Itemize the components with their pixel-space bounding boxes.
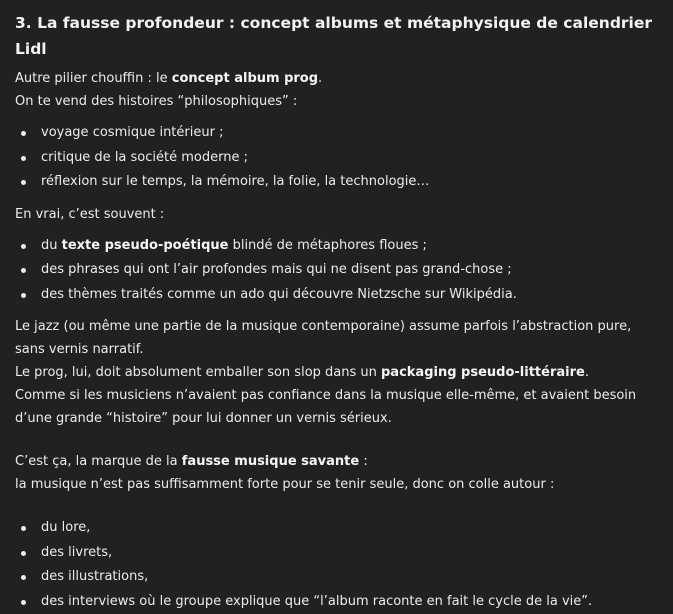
list-item-text: réflexion sur le temps, la mémoire, la folie, la technologie…: [41, 174, 429, 189]
prog-end: .: [585, 365, 589, 380]
list-item-bold: texte pseudo-poétique: [62, 238, 229, 253]
bullet-icon: [21, 268, 26, 273]
savante-end: :: [359, 454, 368, 469]
intro-paragraph: [15, 67, 658, 113]
truth-paragraph: En vrai, c’est souvent :: [15, 203, 658, 226]
prog-text: Le prog, lui, doit absolument emballer son slop dans un: [15, 365, 381, 380]
intro-line2: On te vend des histoires “philosophiques” :: [15, 94, 297, 109]
intro-text: Autre pilier chouffin : le: [15, 71, 172, 86]
section-heading: 3. La fausse profondeur : concept albums et métaphysique de calendrier Lidl: [15, 10, 658, 62]
themes-list: [15, 121, 658, 195]
list-item-text: des illustrations,: [41, 569, 148, 584]
list-item-text: des thèmes traités comme un ado qui découvre Nietzsche sur Wikipédia.: [41, 287, 517, 302]
not-strong-text: la musique n’est pas suffisamment forte pour se tenir seule, donc on colle autour :: [15, 477, 554, 492]
musicians-text: Comme si les musiciens n’avaient pas confiance dans la musique elle-même, et avaient besoin d’une grande “histoire” pour lui donner un vernis sérieux.: [15, 388, 636, 426]
jazz-paragraph: [15, 315, 658, 430]
list-item: [15, 170, 658, 195]
bullet-icon: [21, 600, 26, 605]
bullet-icon: [21, 526, 26, 531]
list-item: [15, 283, 658, 308]
bullet-icon: [21, 551, 26, 556]
intro-end: .: [318, 71, 322, 86]
list-item-text: blindé de métaphores floues ;: [228, 238, 426, 253]
list-item: [15, 590, 658, 614]
reality-list: [15, 234, 658, 308]
list-item-text: des interviews où le groupe explique que “l’album raconte en fait le cycle de la vie”.: [41, 594, 592, 609]
list-item: [15, 516, 658, 541]
list-item-text: du lore,: [41, 520, 90, 535]
bullet-icon: [21, 180, 26, 185]
list-item-text: critique de la société moderne ;: [41, 150, 248, 165]
savante-paragraph: [15, 450, 658, 496]
list-item-text: des phrases qui ont l’air profondes mais qui ne disent pas grand-chose ;: [41, 262, 512, 277]
intro-bold: concept album prog: [172, 71, 318, 86]
jazz-text: Le jazz (ou même une partie de la musique contemporaine) assume parfois l’abstraction pure, sans vernis narratif.: [15, 319, 631, 357]
additions-list: [15, 516, 658, 614]
list-item: [15, 258, 658, 283]
list-item: [15, 121, 658, 146]
list-item-text: du: [41, 238, 62, 253]
bullet-icon: [21, 293, 26, 298]
list-item-text: voyage cosmique intérieur ;: [41, 125, 223, 140]
savante-bold: fausse musique savante: [182, 454, 359, 469]
list-item: [15, 234, 658, 259]
list-item: [15, 565, 658, 590]
list-item: [15, 541, 658, 566]
prog-bold: packaging pseudo-littéraire: [381, 365, 585, 380]
bullet-icon: [21, 244, 26, 249]
bullet-icon: [21, 156, 26, 161]
bullet-icon: [21, 131, 26, 136]
bullet-icon: [21, 575, 26, 580]
list-item: [15, 146, 658, 171]
savante-text: C’est ça, la marque de la: [15, 454, 182, 469]
list-item-text: des livrets,: [41, 545, 112, 560]
